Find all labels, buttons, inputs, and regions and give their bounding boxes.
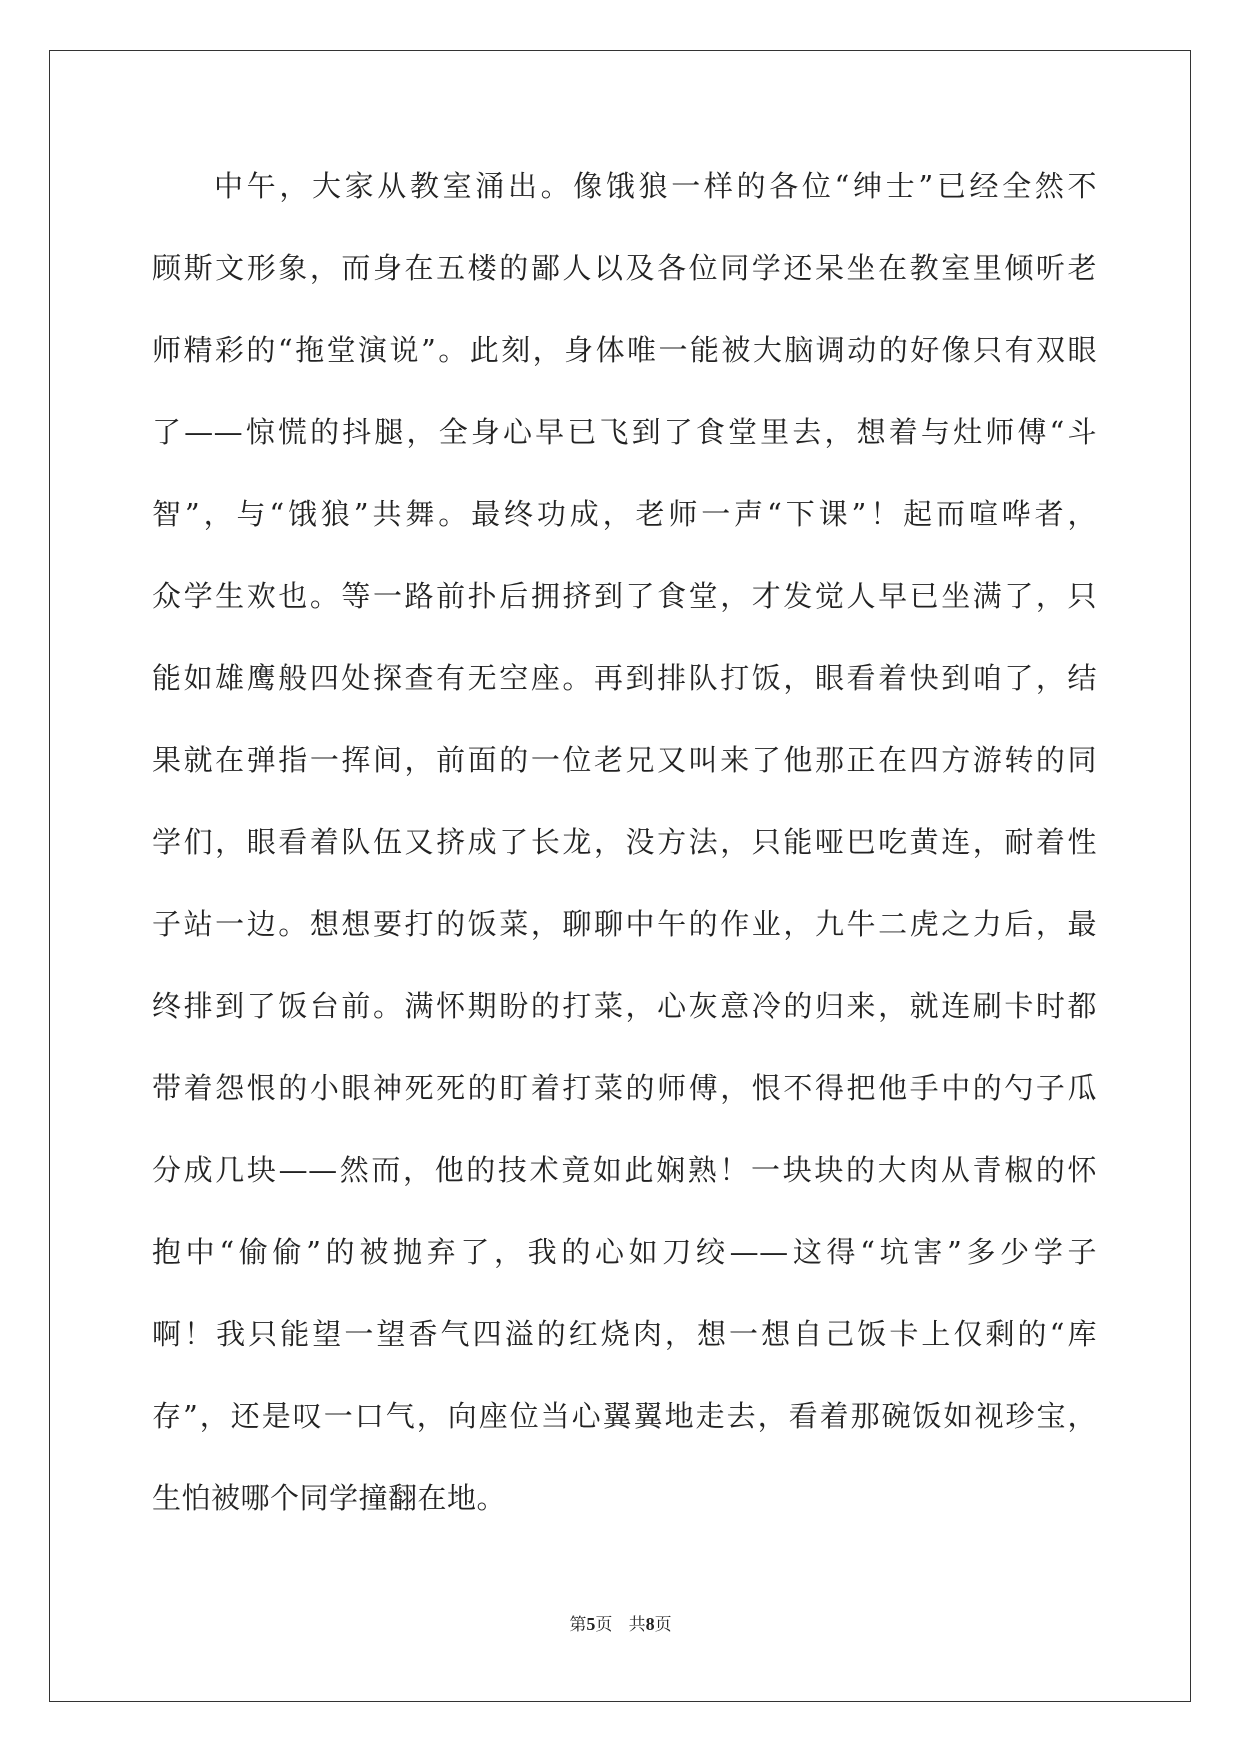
paragraph-line: 师精彩的“拖堂演说”。此刻，身体唯一能被大脑调动的好像只有双眼 xyxy=(152,333,1097,367)
paragraph-line: 抱中“偷偷”的被抛弃了，我的心如刀绞——这得“坑害”多少学子 xyxy=(152,1235,1097,1269)
paragraph-line: 顾斯文形象，而身在五楼的鄙人以及各位同学还呆坐在教室里倾听老 xyxy=(152,251,1097,285)
paragraph-line: 带着怨恨的小眼神死死的盯着打菜的师傅，恨不得把他手中的勺子瓜 xyxy=(152,1071,1097,1105)
paragraph-line: 众学生欢也。等一路前扑后拥挤到了食堂，才发觉人早已坐满了，只 xyxy=(152,579,1097,613)
current-page-number: 5 xyxy=(586,1614,596,1634)
paragraph-line: 啊！我只能望一望香气四溢的红烧肉，想一想自己饭卡上仅剩的“库 xyxy=(152,1317,1097,1351)
paragraph-line: 智”，与“饿狼”共舞。最终功成，老师一声“下课”！起而喧哗者， xyxy=(152,497,1097,531)
paragraph-line: 生怕被哪个同学撞翻在地。 xyxy=(152,1481,507,1515)
body-paragraph xyxy=(152,165,1097,1559)
footer-prefix: 第 xyxy=(569,1615,587,1635)
paragraph-line: 中午，大家从教室涌出。像饿狼一样的各位“绅士”已经全然不 xyxy=(214,169,1097,203)
footer-total-prefix: 共 xyxy=(628,1615,646,1635)
paragraph-line: 果就在弹指一挥间，前面的一位老兄又叫来了他那正在四方游转的同 xyxy=(152,743,1097,777)
footer-page-suffix: 页 xyxy=(595,1615,613,1635)
paragraph-line: 分成几块——然而，他的技术竟如此娴熟！一块块的大肉从青椒的怀 xyxy=(152,1153,1097,1187)
page-footer xyxy=(0,1613,1241,1636)
paragraph-line: 存”，还是叹一口气，向座位当心翼翼地走去，看着那碗饭如视珍宝， xyxy=(152,1399,1097,1433)
footer-total-suffix: 页 xyxy=(654,1615,672,1635)
paragraph-line: 终排到了饭台前。满怀期盼的打菜，心灰意冷的归来，就连刷卡时都 xyxy=(152,989,1097,1023)
total-page-count: 8 xyxy=(645,1614,655,1634)
paragraph-line: 学们，眼看着队伍又挤成了长龙，没方法，只能哑巴吃黄连，耐着性 xyxy=(152,825,1097,859)
paragraph-line: 子站一边。想想要打的饭菜，聊聊中午的作业，九牛二虎之力后，最 xyxy=(152,907,1097,941)
paragraph-line: 能如雄鹰般四处探查有无空座。再到排队打饭，眼看着快到咱了，结 xyxy=(152,661,1097,695)
paragraph-line: 了——惊慌的抖腿，全身心早已飞到了食堂里去，想着与灶师傅“斗 xyxy=(152,415,1097,449)
